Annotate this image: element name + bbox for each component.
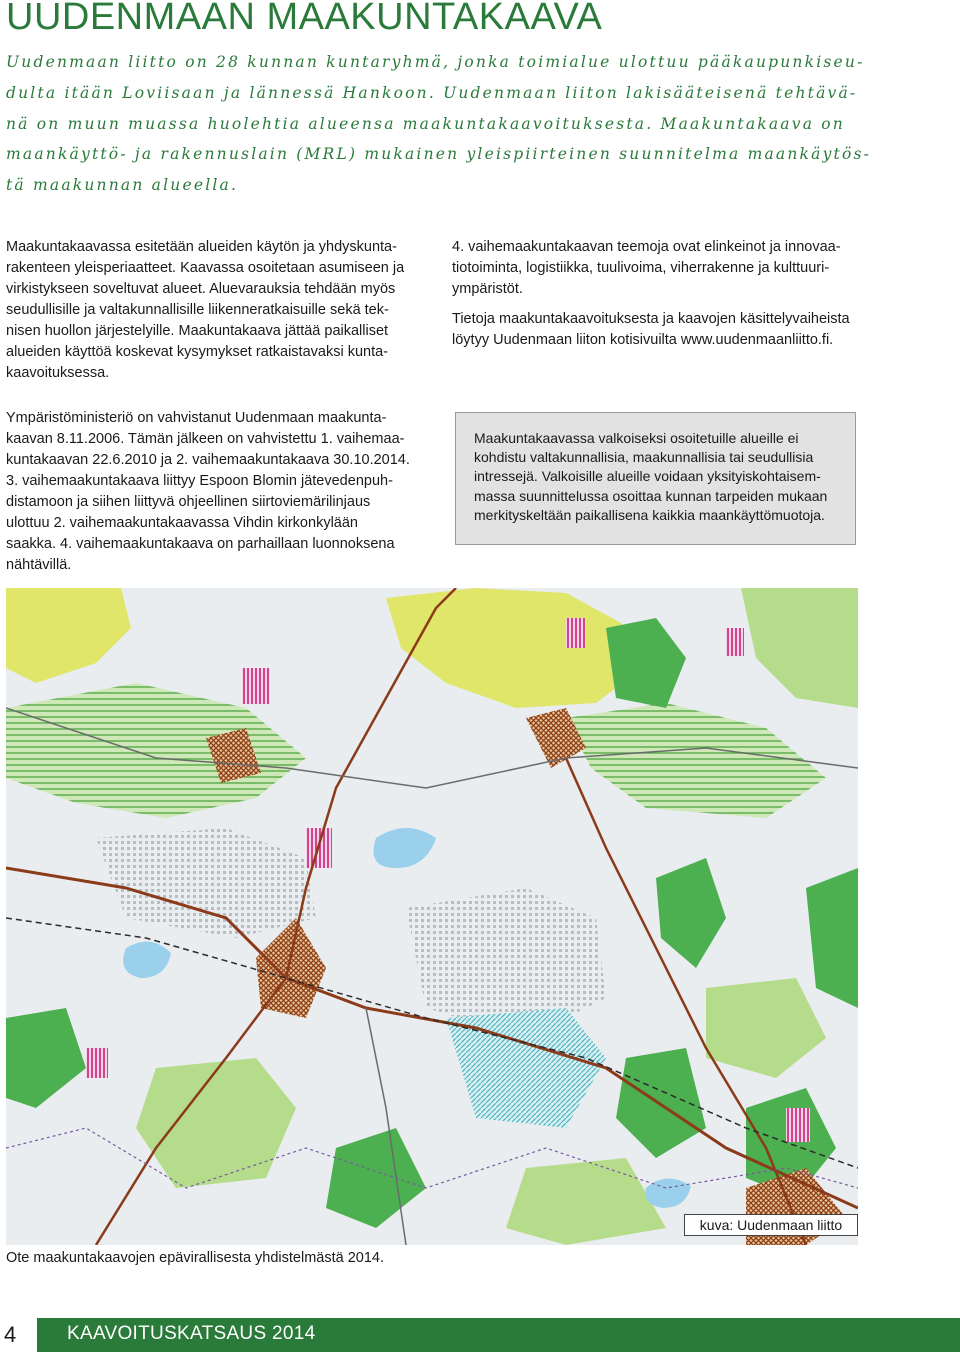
- body-line: kuntakaavan 22.6.2010 ja 2. vaihemaakuntakaava 30.10.2014.: [6, 452, 410, 468]
- body-line: 3. vaihemaakuntakaava liittyy Espoon Blomin jätevedenpuh-: [6, 473, 393, 489]
- map-area-magenta: [566, 618, 586, 648]
- body-line: nisen huollon järjestelyille. Maakuntakaava jättää paikalliset: [6, 323, 389, 339]
- map-area-magenta: [242, 668, 270, 704]
- body-paragraph-ratification: [6, 408, 410, 576]
- lead-line: maankäyttö- ja rakennuslain (MRL) mukainen yleispiirteinen suunnitelma maankäytös-: [6, 145, 872, 164]
- regional-plan-map: [6, 588, 858, 1245]
- body-line: nähtävillä.: [6, 557, 72, 573]
- body-paragraph-themes: [452, 237, 841, 300]
- publication-title: KAAVOITUSKATSAUS 2014: [67, 1323, 316, 1344]
- page-number: 4: [4, 1322, 17, 1347]
- map-area-magenta: [726, 628, 744, 656]
- body-line: tiotoiminta, logistiikka, tuulivoima, viherrakenne ja kulttuuri-: [452, 260, 830, 276]
- info-box: [455, 412, 856, 545]
- body-line: ympäristöt.: [452, 281, 523, 297]
- body-line: saakka. 4. vaihemaakuntakaava on parhaillaan luonnoksena: [6, 536, 395, 552]
- lead-line: tä maakunnan alueella.: [6, 176, 239, 195]
- body-line: Tietoja maakuntakaavoituksesta ja kaavojen käsittelyvaiheista: [452, 311, 850, 327]
- body-paragraph-plan-principles: [6, 237, 404, 384]
- body-line: Maakuntakaavassa esitetään alueiden käytön ja yhdyskunta-: [6, 239, 397, 255]
- body-line: seudullisille ja valtakunnallisille liikenneratkaisuille sekä tek-: [6, 302, 389, 318]
- body-line: alueiden käyttöä koskevat kysymykset ratkaistavaksi kunta-: [6, 344, 388, 360]
- info-line: massa suunnittelussa osoittaa kunnan tarpeiden mukaan: [474, 487, 828, 504]
- body-line: distamoon ja siihen liittyvä ohjeellinen siirtoviemärilinjaus: [6, 494, 371, 510]
- map-credit: kuva: Uudenmaan liitto: [684, 1214, 858, 1236]
- body-line: löytyy Uudenmaan liiton kotisivuilta www.uudenmaanliitto.fi.: [452, 332, 834, 348]
- lead-line: dulta itään Loviisaan ja lännessä Hankoon. Uudenmaan liiton lakisääteisenä tehtävä-: [6, 83, 858, 102]
- body-line: Ympäristöministeriö on vahvistanut Uudenmaan maakunta-: [6, 410, 387, 426]
- body-line: 4. vaihemaakuntakaavan teemoja ovat elinkeinot ja innovaa-: [452, 239, 841, 255]
- lead-line: nä on muun muassa huolehtia alueensa maakuntakaavoituksesta. Maakuntakaava on: [6, 114, 845, 133]
- map-area-magenta: [786, 1108, 810, 1142]
- body-line: kaavan 8.11.2006. Tämän jälkeen on vahvistettu 1. vaihemaa-: [6, 431, 405, 447]
- body-line: ulottuu 2. vaihemaakuntakaavassa Vihdin kirkonkylään: [6, 515, 358, 531]
- info-line: merkityskeltään paikallisena kaikkia maankäyttömuotoja.: [474, 506, 825, 523]
- info-line: kohdistu valtakunnallisia, maakunnallisia tai seudullisia: [474, 449, 814, 466]
- footer-band: [37, 1318, 960, 1352]
- map-illustration: [6, 588, 858, 1245]
- lead-paragraph: [6, 47, 876, 201]
- body-paragraph-more-info: [452, 309, 850, 351]
- info-line: intressejä. Valkoisille alueille voidaan yksityiskohtaisem-: [474, 468, 821, 485]
- info-line: Maakuntakaavassa valkoiseksi osoitetuille alueille ei: [474, 430, 799, 446]
- lead-line: Uudenmaan liitto on 28 kunnan kuntaryhmä, jonka toimialue ulottuu pääkaupunkiseu-: [6, 53, 865, 71]
- body-line: kaavoituksessa.: [6, 365, 110, 381]
- map-area-magenta: [86, 1048, 108, 1078]
- body-line: rakenteen yleisperiaatteet. Kaavassa osoitetaan asumiseen ja: [6, 260, 405, 276]
- page-title: UUDENMAAN MAAKUNTAKAAVA: [6, 0, 603, 38]
- info-box-text: [474, 429, 827, 525]
- body-line: virkistykseen soveltuvat alueet. Aluevarauksia tehdään myös: [6, 281, 396, 297]
- map-caption: Ote maakuntakaavojen epävirallisesta yhdistelmästä 2014.: [6, 1250, 385, 1266]
